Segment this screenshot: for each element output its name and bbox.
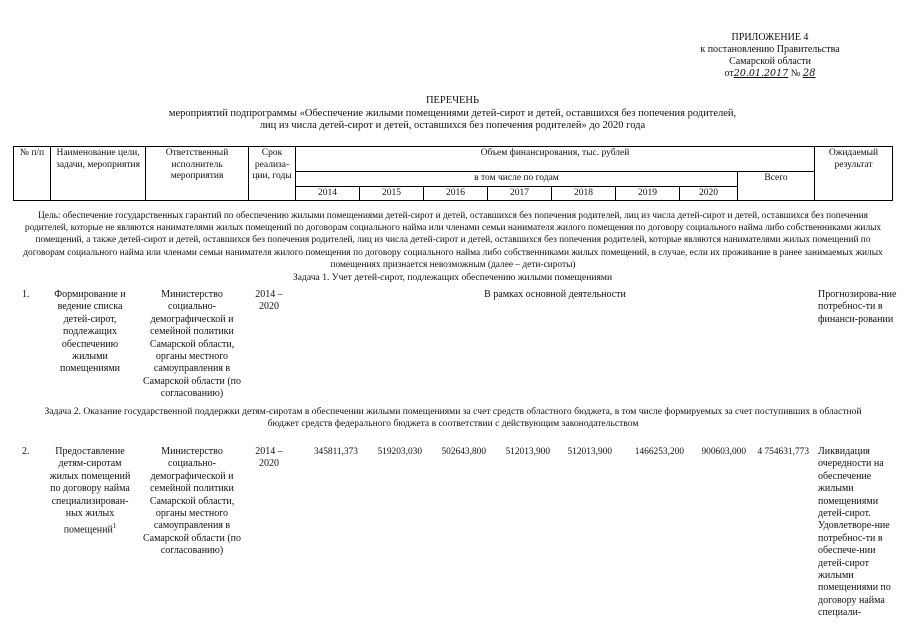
goal-text: Цель: обеспечение государственных гарантий по обеспечению жилыми помещениями детей-сирот и детей, оставшихся без попечения родителей, лиц из числа детей-сирот и детей, оставшихся без попечения родителей, которые не являются нанимателями жилых помещений по договорам социального найма или членами семьи нанимателя жилого помещения по договору социального найма либо собственниками жилых помещений, а также детей-сирот и детей, оставшихся без попечения родителей, лиц из числа детей-сирот и детей, оставшихся без попечения родителей, которые являются нанимателями жилых помещений по договорам социального найма или членами семьи нанимателя жилого помещения по договору социального найма либо собственниками жилых помещений, в случае, если их проживание в ранее занимаемых жилых помещениях признается невозможным (далее – дети-сироты): [23, 211, 883, 270]
year-2015: 2015: [360, 186, 424, 201]
row-2-name: [45, 446, 135, 537]
year-2018: 2018: [552, 186, 616, 201]
col-name: Наименование цели, задачи, мероприятия: [51, 147, 146, 201]
row-2-value-2018: 512013,900: [567, 447, 612, 457]
appendix-date-line: [640, 68, 900, 80]
title-line-2: лиц из числа детей-сирот и детей, оставшихся без попечения родителей» до 2020 года: [259, 120, 646, 131]
year-2020: 2020: [680, 186, 738, 201]
col-term: Срок реализа-ции, годы: [249, 147, 296, 201]
appendix-line-2: к постановлению Правительства: [700, 44, 840, 55]
task-1-heading: Задача 1. Учет детей-сирот, подлежащих обеспечению жилыми помещениями: [292, 272, 613, 283]
row-2-value-2015: 519203,030: [377, 447, 422, 457]
row-1-executor: Министерство социально-демографической и семейной политики Самарской области, органы местного самоуправления в Самарской области (по согласованию): [142, 289, 242, 400]
row-2-name-text: Предоставление детям-сиротам жилых помещений по договору найма специализирован-ных жилых помещений: [49, 446, 131, 536]
col-by-years: в том числе по годам: [296, 172, 738, 187]
row-2-num: 2.: [22, 446, 30, 457]
year-2014: 2014: [296, 186, 360, 201]
row-2-result: Ликвидация очередности на обеспечение жилыми помещениями детей-сирот. Удовлетворе-ние потребнос-ти в обеспече-нии детей-сирот жилыми помещениями по договору найма специали-: [818, 446, 891, 619]
row-1-result: Прогнозирова-ние потребнос-ти в финанси-ровании: [818, 289, 897, 325]
year-2016: 2016: [424, 186, 488, 201]
date-prefix: от: [724, 68, 734, 79]
row-2-term: 2014 – 2020: [255, 446, 283, 470]
document-title: [0, 95, 905, 133]
title-line-1: мероприятий подпрограммы «Обеспечение жилыми помещениями детей-сирот и детей, оставшихся без попечения родителей,: [168, 107, 737, 119]
row-2-value-2019: 1466253,200: [634, 447, 684, 457]
col-funding: Объем финансирования, тыс. рублей: [296, 147, 815, 172]
table-header: [13, 146, 893, 201]
row-2-total: 4 754631,773: [757, 447, 809, 457]
row-2-value-2016: 502643,800: [441, 447, 486, 457]
row-1-name: Формирование и ведение списка детей-сирот, подлежащих обеспечению жилыми помещениями: [54, 289, 126, 375]
row-2-value-2014: 345811,373: [313, 447, 358, 457]
row-1-funding-note: В рамках основной деятельности: [484, 289, 626, 300]
col-executor: Ответственный исполнитель мероприятия: [146, 147, 249, 201]
appendix-block: [640, 32, 900, 80]
col-total: Всего: [738, 172, 815, 201]
date-value: 20.01.2017: [733, 68, 789, 79]
row-2-value-2020: 900603,000: [701, 447, 746, 457]
footnote-mark: 1: [112, 522, 117, 531]
row-1-term: 2014 – 2020: [255, 289, 283, 313]
row-1-num: 1.: [22, 289, 30, 300]
year-2017: 2017: [488, 186, 552, 201]
col-result: Ожидаемый результат: [815, 147, 893, 201]
number-value: 28: [802, 68, 816, 79]
task-2-heading: Задача 2. Оказание государственной поддержки детям-сиротам в обеспечении жилыми помещениями за счет средств областного бюджета, в том числе формируемых за счет поступивших в областной бюджет средств федерального бюджета в соответствии с действующим законодательством: [44, 406, 862, 430]
row-2-executor: Министерство социально-демографической и семейной политики Самарской области, органы местного самоуправления в Самарской области (по согласованию): [142, 446, 242, 557]
col-num: № п/п: [14, 147, 51, 201]
appendix-line-3: Самарской области: [729, 56, 811, 67]
row-2-value-2017: 512013,900: [505, 447, 550, 457]
year-2019: 2019: [616, 186, 680, 201]
title-heading: ПЕРЕЧЕНЬ: [425, 95, 480, 106]
number-prefix: №: [790, 68, 801, 79]
appendix-title: ПРИЛОЖЕНИЕ 4: [731, 32, 809, 43]
